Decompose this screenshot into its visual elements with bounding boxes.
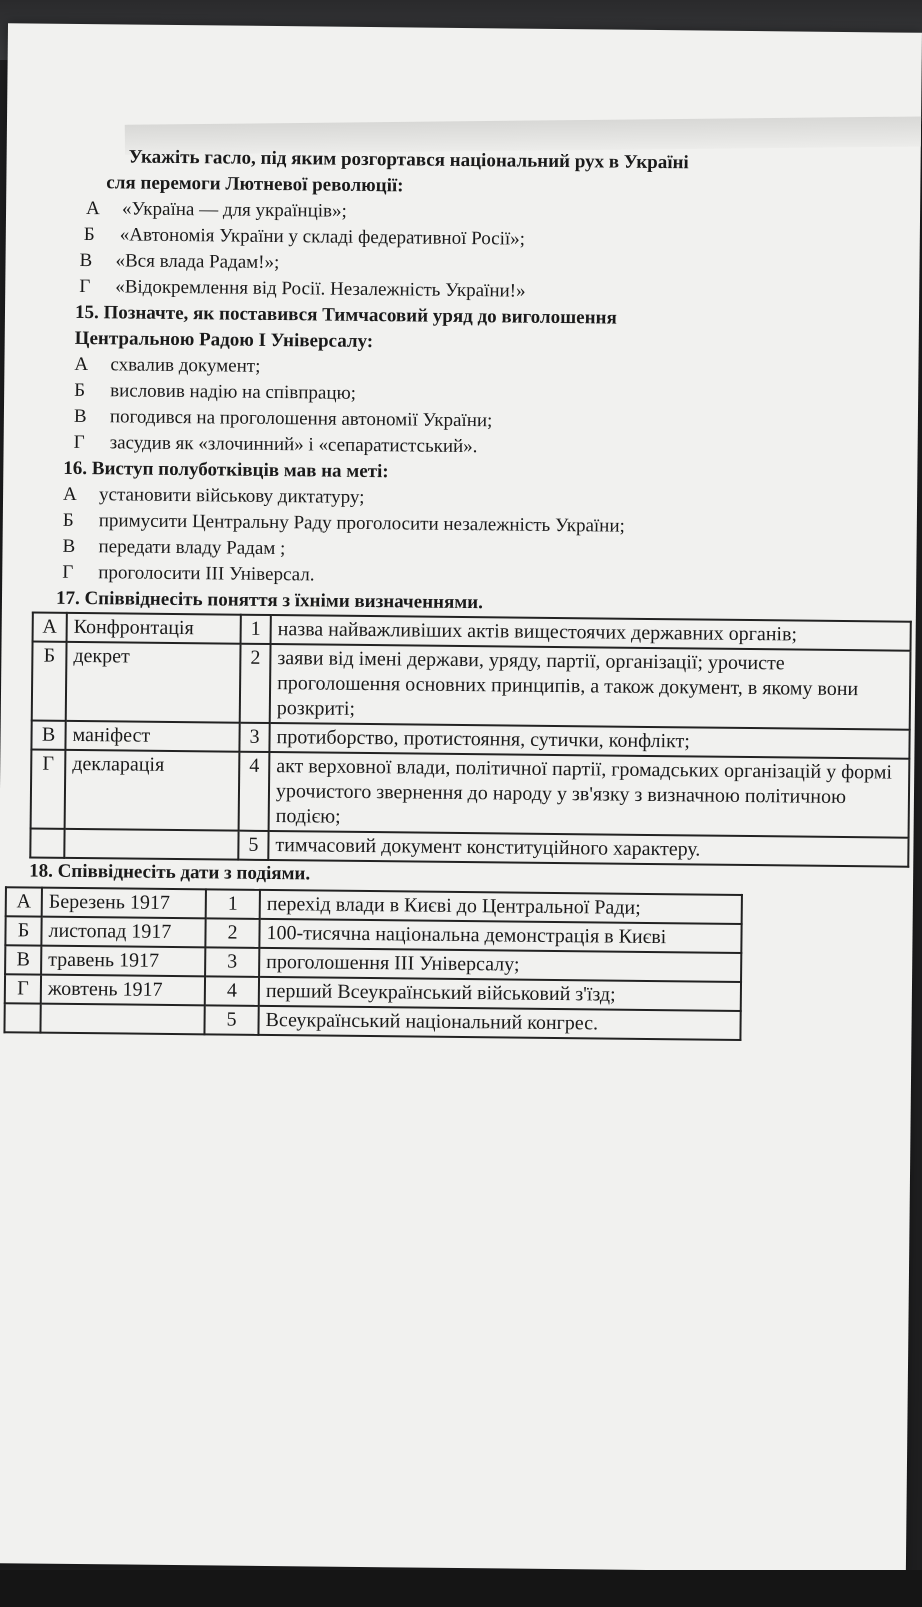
q14-option-d: Г «Відокремлення від Росії. Незалежність України!» [79,275,526,302]
table-row: А Березень 1917 1 перехід влади в Києві до Центральної Ради; [6,887,742,924]
table-row: В травень 1917 3 проголошення ІІІ Універсалу; [5,945,741,982]
q15-option-d: Г засудив як «злочинний» і «сепаратистський». [73,431,478,458]
table-row: А Конфронтація 1 назва найважливіших актів вищестоячих державних органів; [33,613,911,651]
q14-option-b: Б «Автономія України у складі федеративної Росії»; [83,224,526,250]
q18-title: 18. Співвіднесіть дати з подіями. [29,860,311,885]
q16-option-a: А установити військову диктатуру; [62,483,365,508]
table-row: Б листопад 1917 2 100-тисячна національна демонстрація в Києві [5,916,741,953]
question-18 [16,859,899,1043]
q16-option-d: Г проголосити ІІІ Універсал. [62,561,315,586]
question-16 [62,456,903,595]
table-row: В маніфест 3 протиборство, протистояння, сутички, конфлікт; [31,721,909,759]
background-bottom [0,1570,922,1607]
test-content [16,144,906,1043]
q17-table [29,611,912,867]
q16-option-c: В передати владу Радам ; [62,535,286,560]
q16-title: 16. Виступ полуботківців мав на меті: [63,457,389,483]
q15-option-b: Б висловив надію на співпрацю; [74,379,357,404]
q18-table [3,886,742,1041]
q14-option-a: А «Україна — для українців»; [85,198,347,222]
table-row: 5 Всеукраїнський національний конгрес. [4,1003,740,1040]
table-row: Г декларація 4 акт верховної влади, політичної партії, громадських організацій у формі урочистого звернення до народу у зв'язку з визначною політичною подією; [31,749,910,837]
paper-sheet [0,23,922,1572]
table-row: Б декрет 2 заяви від імені держави, уряду, партії, організації; урочисте проголошення основних принципів, а також документ, в якому вони розкриті; [32,642,911,730]
question-17 [41,586,902,868]
q15-title-line2: Центральною Радою І Універсалу: [74,327,374,353]
q14-option-c: В «Вся влада Радам!»; [79,249,280,274]
table-row: 5 тимчасовий документ конституційного характеру. [30,828,908,866]
table-row: Г жовтень 1917 4 перший Всеукраїнський військовий з'їзд; [5,974,741,1011]
q14-title-line1: Укажіть гасло, під яким розгортався національний рух в Україні [128,146,689,174]
q15-option-c: В погодився на проголошення автономії України; [73,405,493,432]
q17-title: 17. Співвіднесіть поняття з їхніми визначеннями. [55,587,484,614]
question-15 [63,300,905,465]
question-14 [65,144,907,309]
q15-title-line1: 15. Позначте, як поставився Тимчасовий уряд до виголошення [74,301,617,329]
q14-title-line2: сля перемоги Лютневої революції: [106,172,404,197]
q15-option-a: А схвалив документ; [74,353,261,377]
q16-option-b: Б примусити Центральну Раду проголосити незалежність України; [62,509,625,537]
